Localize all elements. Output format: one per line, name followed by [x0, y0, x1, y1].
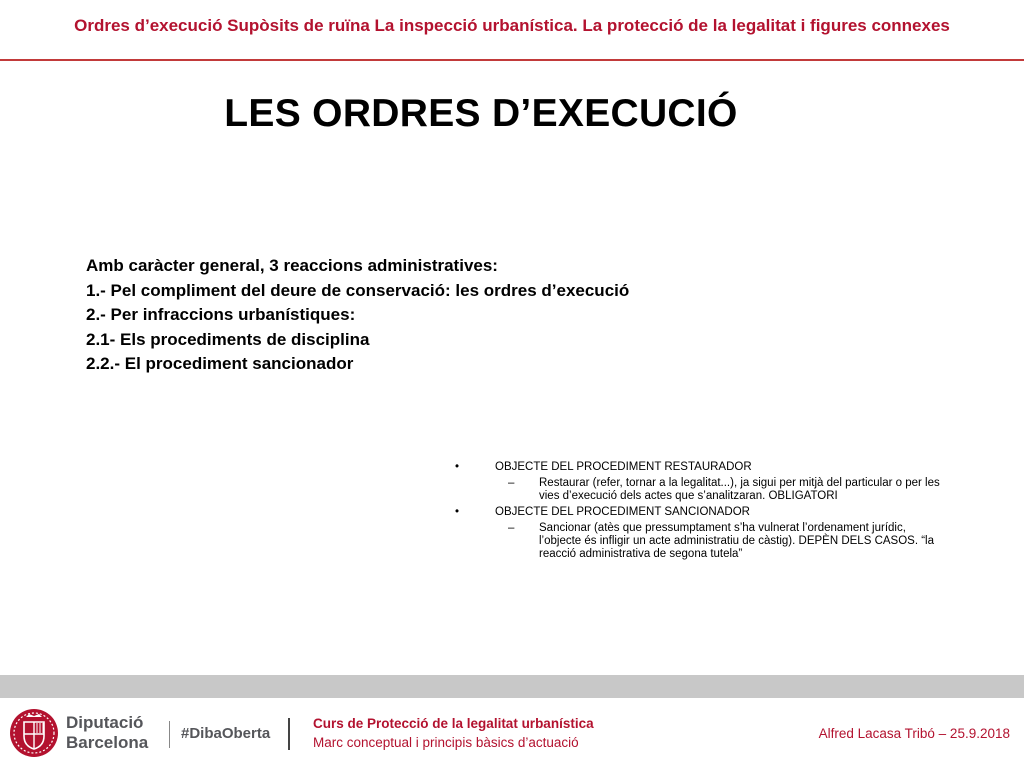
list-item	[455, 506, 945, 519]
header-divider	[0, 59, 1024, 61]
footer-band	[0, 675, 1024, 698]
restaurador-title: OBJECTE DEL PROCEDIMENT RESTAURADOR	[495, 461, 752, 473]
list-item	[455, 477, 945, 503]
sancionador-detail: Sancionar (atès que pressumptament s’ha vulnerat l’ordenament jurídic, l’objecte és infligir un acte administratiu de càstig). DEPÈN DELS CASOS. “la reacció administrativa de segona tutela”	[539, 522, 934, 560]
bullet-icon: •	[455, 461, 460, 473]
dash-icon: –	[508, 477, 515, 489]
intro-list	[86, 254, 629, 377]
course-info	[313, 714, 594, 752]
sancionador-title: OBJECTE DEL PROCEDIMENT SANCIONADOR	[495, 506, 750, 518]
intro-line: Amb caràcter general, 3 reaccions administratives:	[86, 256, 498, 275]
restaurador-detail: Restaurar (refer, tornar a la legalitat...), ja sigui per mitjà del particular o per les vies d’execució dels actes que s’analitzaran. OBLIGATORI	[539, 477, 940, 502]
list-item	[455, 461, 945, 474]
course-subtitle: Marc conceptual i principis bàsics d’actuació	[313, 735, 579, 750]
footer	[0, 698, 1024, 768]
intro-line: 1.- Pel compliment del deure de conservació: les ordres d’execució	[86, 280, 630, 300]
diputacio-seal-icon	[9, 708, 59, 758]
course-title: Curs de Protecció de la legalitat urbanística	[313, 716, 594, 731]
intro-line: 2.2.- El procediment sancionador	[86, 354, 354, 373]
footer-separator	[169, 721, 170, 748]
hashtag-text: #DibaOberta	[181, 725, 271, 742]
header-title: Ordres d’execució Supòsits de ruïna La inspecció urbanística. La protecció de la legalitat i figures connexes	[74, 16, 950, 35]
dash-icon: –	[508, 522, 515, 534]
procedure-objects-list	[455, 461, 945, 564]
intro-line: 2.- Per infraccions urbanístiques:	[86, 305, 356, 324]
logo-line: Barcelona	[66, 733, 149, 752]
diputacio-logo-text	[66, 713, 148, 753]
author-date: Alfred Lacasa Tribó – 25.9.2018	[818, 726, 1010, 741]
logo-line: Diputació	[66, 713, 144, 732]
footer-separator	[288, 718, 290, 750]
intro-line: 2.1- Els procediments de disciplina	[86, 329, 370, 349]
list-item	[455, 522, 945, 561]
slide-title: LES ORDRES D’EXECUCIÓ	[224, 92, 738, 135]
bullet-icon: •	[455, 506, 460, 518]
